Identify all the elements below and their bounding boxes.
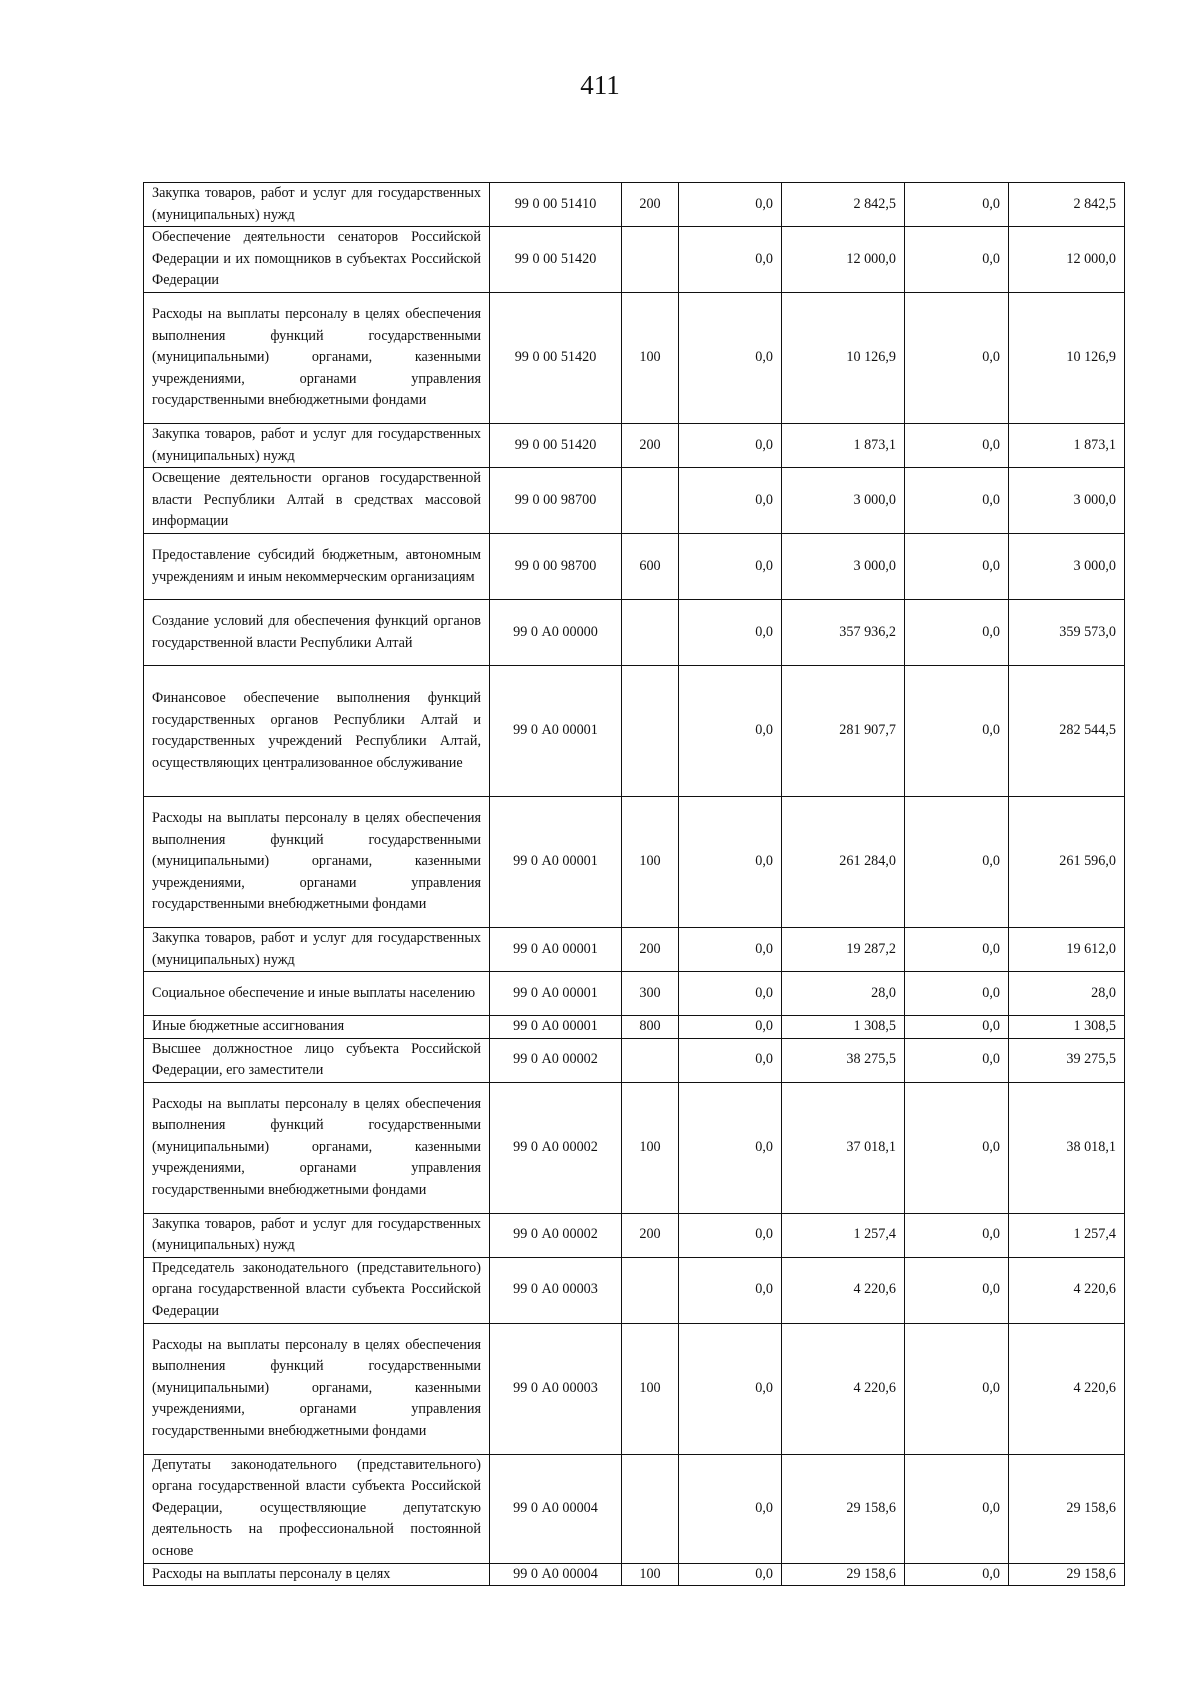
amount-cell: 0,0 bbox=[679, 1323, 782, 1454]
target-article-code: 99 0 А0 00002 bbox=[490, 1213, 622, 1257]
expense-name: Создание условий для обеспечения функций органов государственной власти Республики Алтай bbox=[144, 600, 490, 666]
amount-cell: 0,0 bbox=[679, 1038, 782, 1082]
amount-cell: 0,0 bbox=[905, 928, 1009, 972]
expense-type-code: 100 bbox=[622, 1323, 679, 1454]
expense-name: Закупка товаров, работ и услуг для государственных (муниципальных) нужд bbox=[144, 424, 490, 468]
amount-cell: 0,0 bbox=[905, 1082, 1009, 1213]
amount-cell: 0,0 bbox=[905, 600, 1009, 666]
expense-type-code: 200 bbox=[622, 1213, 679, 1257]
expense-type-code bbox=[622, 1257, 679, 1323]
expense-type-code: 200 bbox=[622, 183, 679, 227]
amount-cell: 0,0 bbox=[679, 797, 782, 928]
amount-cell: 19 612,0 bbox=[1009, 928, 1125, 972]
target-article-code: 99 0 00 51410 bbox=[490, 183, 622, 227]
table-row bbox=[144, 1038, 1125, 1082]
expense-name: Расходы на выплаты персоналу в целях обеспечения выполнения функций государственными (муниципальными) органами, казенными учреждениями, органами управления государственными внебюджетными фондами bbox=[144, 1323, 490, 1454]
expense-type-code: 100 bbox=[622, 797, 679, 928]
expense-type-code: 600 bbox=[622, 534, 679, 600]
amount-cell: 3 000,0 bbox=[1009, 468, 1125, 534]
expense-type-code bbox=[622, 666, 679, 797]
table-row bbox=[144, 227, 1125, 293]
amount-cell: 0,0 bbox=[905, 1038, 1009, 1082]
table-row bbox=[144, 666, 1125, 797]
amount-cell: 3 000,0 bbox=[1009, 534, 1125, 600]
amount-cell: 0,0 bbox=[905, 1563, 1009, 1586]
amount-cell: 2 842,5 bbox=[782, 183, 905, 227]
amount-cell: 0,0 bbox=[679, 424, 782, 468]
amount-cell: 0,0 bbox=[679, 972, 782, 1016]
amount-cell: 0,0 bbox=[905, 534, 1009, 600]
target-article-code: 99 0 А0 00003 bbox=[490, 1257, 622, 1323]
target-article-code: 99 0 А0 00004 bbox=[490, 1454, 622, 1563]
amount-cell: 0,0 bbox=[679, 928, 782, 972]
expense-name: Председатель законодательного (представительного) органа государственной власти субъекта Российской Федерации bbox=[144, 1257, 490, 1323]
target-article-code: 99 0 00 98700 bbox=[490, 534, 622, 600]
target-article-code: 99 0 А0 00001 bbox=[490, 972, 622, 1016]
table-row bbox=[144, 1016, 1125, 1039]
target-article-code: 99 0 А0 00001 bbox=[490, 1016, 622, 1039]
amount-cell: 0,0 bbox=[905, 1257, 1009, 1323]
expense-type-code bbox=[622, 600, 679, 666]
expense-type-code bbox=[622, 468, 679, 534]
table-row bbox=[144, 600, 1125, 666]
expense-name: Закупка товаров, работ и услуг для государственных (муниципальных) нужд bbox=[144, 183, 490, 227]
table-row bbox=[144, 928, 1125, 972]
expense-name: Расходы на выплаты персоналу в целях обеспечения выполнения функций государственными (муниципальными) органами, казенными учреждениями, органами управления государственными внебюджетными фондами bbox=[144, 293, 490, 424]
expense-type-code bbox=[622, 1038, 679, 1082]
expense-type-code: 200 bbox=[622, 928, 679, 972]
amount-cell: 1 873,1 bbox=[782, 424, 905, 468]
amount-cell: 1 308,5 bbox=[1009, 1016, 1125, 1039]
expense-type-code: 100 bbox=[622, 293, 679, 424]
amount-cell: 0,0 bbox=[905, 666, 1009, 797]
amount-cell: 29 158,6 bbox=[1009, 1454, 1125, 1563]
target-article-code: 99 0 00 51420 bbox=[490, 293, 622, 424]
target-article-code: 99 0 А0 00003 bbox=[490, 1323, 622, 1454]
amount-cell: 0,0 bbox=[679, 293, 782, 424]
amount-cell: 0,0 bbox=[905, 1323, 1009, 1454]
expense-type-code: 200 bbox=[622, 424, 679, 468]
expense-type-code: 800 bbox=[622, 1016, 679, 1039]
amount-cell: 0,0 bbox=[679, 534, 782, 600]
expense-name: Высшее должностное лицо субъекта Российской Федерации, его заместители bbox=[144, 1038, 490, 1082]
amount-cell: 10 126,9 bbox=[1009, 293, 1125, 424]
amount-cell: 261 596,0 bbox=[1009, 797, 1125, 928]
target-article-code: 99 0 А0 00001 bbox=[490, 797, 622, 928]
amount-cell: 12 000,0 bbox=[1009, 227, 1125, 293]
amount-cell: 0,0 bbox=[905, 1213, 1009, 1257]
target-article-code: 99 0 00 51420 bbox=[490, 424, 622, 468]
amount-cell: 0,0 bbox=[679, 1213, 782, 1257]
amount-cell: 359 573,0 bbox=[1009, 600, 1125, 666]
amount-cell: 2 842,5 bbox=[1009, 183, 1125, 227]
amount-cell: 1 257,4 bbox=[782, 1213, 905, 1257]
amount-cell: 10 126,9 bbox=[782, 293, 905, 424]
table-row bbox=[144, 1082, 1125, 1213]
expense-type-code: 100 bbox=[622, 1563, 679, 1586]
amount-cell: 261 284,0 bbox=[782, 797, 905, 928]
expense-type-code bbox=[622, 227, 679, 293]
amount-cell: 29 158,6 bbox=[782, 1563, 905, 1586]
amount-cell: 0,0 bbox=[679, 227, 782, 293]
amount-cell: 0,0 bbox=[679, 468, 782, 534]
amount-cell: 0,0 bbox=[679, 1257, 782, 1323]
expense-type-code: 300 bbox=[622, 972, 679, 1016]
table-row bbox=[144, 1323, 1125, 1454]
amount-cell: 28,0 bbox=[782, 972, 905, 1016]
amount-cell: 4 220,6 bbox=[782, 1257, 905, 1323]
amount-cell: 0,0 bbox=[905, 1454, 1009, 1563]
amount-cell: 0,0 bbox=[679, 1454, 782, 1563]
expense-type-code bbox=[622, 1454, 679, 1563]
expense-name: Финансовое обеспечение выполнения функций государственных органов Республики Алтай и государственных учреждений Республики Алтай, осуществляющих централизованное обслуживание bbox=[144, 666, 490, 797]
table-row bbox=[144, 1563, 1125, 1586]
amount-cell: 38 018,1 bbox=[1009, 1082, 1125, 1213]
amount-cell: 1 308,5 bbox=[782, 1016, 905, 1039]
table-row bbox=[144, 534, 1125, 600]
expense-name: Закупка товаров, работ и услуг для государственных (муниципальных) нужд bbox=[144, 928, 490, 972]
table-row bbox=[144, 797, 1125, 928]
amount-cell: 19 287,2 bbox=[782, 928, 905, 972]
table-row bbox=[144, 1454, 1125, 1563]
target-article-code: 99 0 А0 00000 bbox=[490, 600, 622, 666]
expense-name: Иные бюджетные ассигнования bbox=[144, 1016, 490, 1039]
table-row bbox=[144, 1213, 1125, 1257]
amount-cell: 28,0 bbox=[1009, 972, 1125, 1016]
target-article-code: 99 0 А0 00002 bbox=[490, 1038, 622, 1082]
amount-cell: 12 000,0 bbox=[782, 227, 905, 293]
amount-cell: 0,0 bbox=[679, 1082, 782, 1213]
amount-cell: 37 018,1 bbox=[782, 1082, 905, 1213]
expense-name: Социальное обеспечение и иные выплаты населению bbox=[144, 972, 490, 1016]
expense-name: Расходы на выплаты персоналу в целях bbox=[144, 1563, 490, 1586]
expense-name: Предоставление субсидий бюджетным, автономным учреждениям и иным некоммерческим организациям bbox=[144, 534, 490, 600]
table-row bbox=[144, 468, 1125, 534]
amount-cell: 0,0 bbox=[679, 1563, 782, 1586]
amount-cell: 0,0 bbox=[905, 183, 1009, 227]
amount-cell: 4 220,6 bbox=[782, 1323, 905, 1454]
target-article-code: 99 0 А0 00002 bbox=[490, 1082, 622, 1213]
expense-name: Освещение деятельности органов государственной власти Республики Алтай в средствах массовой информации bbox=[144, 468, 490, 534]
amount-cell: 29 158,6 bbox=[782, 1454, 905, 1563]
amount-cell: 282 544,5 bbox=[1009, 666, 1125, 797]
expense-name: Расходы на выплаты персоналу в целях обеспечения выполнения функций государственными (муниципальными) органами, казенными учреждениями, органами управления государственными внебюджетными фондами bbox=[144, 1082, 490, 1213]
target-article-code: 99 0 00 51420 bbox=[490, 227, 622, 293]
amount-cell: 1 873,1 bbox=[1009, 424, 1125, 468]
amount-cell: 0,0 bbox=[905, 1016, 1009, 1039]
target-article-code: 99 0 А0 00001 bbox=[490, 928, 622, 972]
expense-name: Депутаты законодательного (представительного) органа государственной власти субъекта Российской Федерации, осуществляющие депутатскую деятельность на профессиональной постоянной основе bbox=[144, 1454, 490, 1563]
table-row bbox=[144, 183, 1125, 227]
table-row bbox=[144, 293, 1125, 424]
amount-cell: 4 220,6 bbox=[1009, 1257, 1125, 1323]
amount-cell: 0,0 bbox=[679, 183, 782, 227]
page-number: 411 bbox=[580, 70, 620, 100]
expense-name: Расходы на выплаты персоналу в целях обеспечения выполнения функций государственными (муниципальными) органами, казенными учреждениями, органами управления государственными внебюджетными фондами bbox=[144, 797, 490, 928]
amount-cell: 0,0 bbox=[905, 972, 1009, 1016]
amount-cell: 0,0 bbox=[905, 424, 1009, 468]
amount-cell: 3 000,0 bbox=[782, 468, 905, 534]
amount-cell: 3 000,0 bbox=[782, 534, 905, 600]
amount-cell: 0,0 bbox=[905, 797, 1009, 928]
amount-cell: 39 275,5 bbox=[1009, 1038, 1125, 1082]
amount-cell: 4 220,6 bbox=[1009, 1323, 1125, 1454]
expense-name: Обеспечение деятельности сенаторов Российской Федерации и их помощников в субъектах Российской Федерации bbox=[144, 227, 490, 293]
expense-name: Закупка товаров, работ и услуг для государственных (муниципальных) нужд bbox=[144, 1213, 490, 1257]
amount-cell: 0,0 bbox=[905, 293, 1009, 424]
table-row bbox=[144, 1257, 1125, 1323]
amount-cell: 0,0 bbox=[679, 666, 782, 797]
budget-table bbox=[143, 182, 1125, 1586]
amount-cell: 0,0 bbox=[905, 468, 1009, 534]
amount-cell: 0,0 bbox=[679, 600, 782, 666]
amount-cell: 357 936,2 bbox=[782, 600, 905, 666]
target-article-code: 99 0 00 98700 bbox=[490, 468, 622, 534]
amount-cell: 1 257,4 bbox=[1009, 1213, 1125, 1257]
amount-cell: 0,0 bbox=[679, 1016, 782, 1039]
table-row bbox=[144, 424, 1125, 468]
amount-cell: 38 275,5 bbox=[782, 1038, 905, 1082]
target-article-code: 99 0 А0 00004 bbox=[490, 1563, 622, 1586]
target-article-code: 99 0 А0 00001 bbox=[490, 666, 622, 797]
expense-type-code: 100 bbox=[622, 1082, 679, 1213]
amount-cell: 281 907,7 bbox=[782, 666, 905, 797]
table-row bbox=[144, 972, 1125, 1016]
amount-cell: 29 158,6 bbox=[1009, 1563, 1125, 1586]
amount-cell: 0,0 bbox=[905, 227, 1009, 293]
